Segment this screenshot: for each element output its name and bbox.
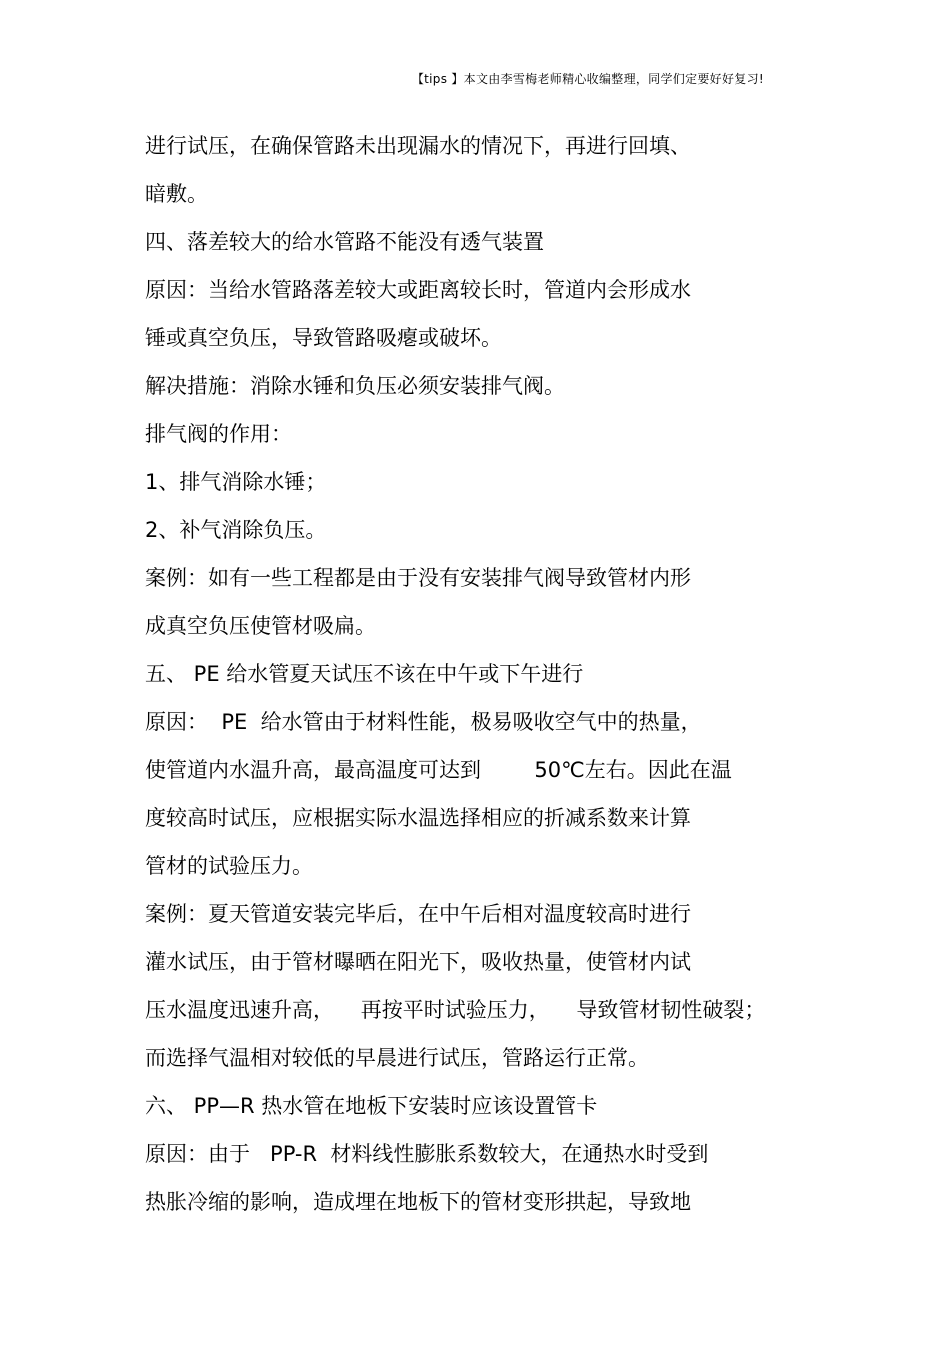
text-line: 排气阀的作用： [145, 422, 292, 446]
text-line: 使管道内水温升高，最高温度可达到 50℃左右。因此在温 [145, 758, 732, 782]
list-item: 1、排气消除水锤； [145, 470, 327, 494]
text-line: 案例：如有一些工程都是由于没有安装排气阀导致管材内形 [145, 566, 691, 590]
text-line: 而选择气温相对较低的早晨进行试压，管路运行正常。 [145, 1046, 649, 1070]
list-item: 2、补气消除负压。 [145, 518, 327, 542]
text-line: 原因： PE 给水管由于材料性能，极易吸收空气中的热量， [145, 710, 702, 734]
text-line: 热胀冷缩的影响，造成埋在地板下的管材变形拱起，导致地 [145, 1190, 691, 1214]
section-heading: 四、落差较大的给水管路不能没有透气装置 [145, 230, 544, 254]
text-line: 案例：夏天管道安装完毕后，在中午后相对温度较高时进行 [145, 902, 691, 926]
text-line: 锤或真空负压，导致管路吸瘪或破坏。 [145, 326, 502, 350]
text-line: 成真空负压使管材吸扁。 [145, 614, 376, 638]
header-tip: 【tips 】本文由李雪梅老师精心收编整理，同学们定要好好复习! [411, 72, 764, 86]
section-heading: 五、 PE 给水管夏天试压不该在中午或下午进行 [145, 662, 584, 686]
text-line: 度较高时试压，应根据实际水温选择相应的折减系数来计算 [145, 806, 691, 830]
text-line: 暗敷。 [145, 182, 208, 206]
text-line: 原因：当给水管路落差较大或距离较长时，管道内会形成水 [145, 278, 691, 302]
text-line: 原因：由于 PP-R 材料线性膨胀系数较大，在通热水时受到 [145, 1142, 709, 1166]
text-line: 管材的试验压力。 [145, 854, 313, 878]
text-line: 解决措施：消除水锤和负压必须安装排气阀。 [145, 374, 565, 398]
section-heading: 六、 PP—R 热水管在地板下安装时应该设置管卡 [145, 1094, 598, 1118]
text-line: 灌水试压，由于管材曝晒在阳光下，吸收热量，使管材内试 [145, 950, 691, 974]
text-line: 压水温度迅速升高， 再按平时试验压力， 导致管材韧性破裂； [145, 998, 766, 1022]
text-line: 进行试压，在确保管路未出现漏水的情况下，再进行回填、 [145, 134, 691, 158]
